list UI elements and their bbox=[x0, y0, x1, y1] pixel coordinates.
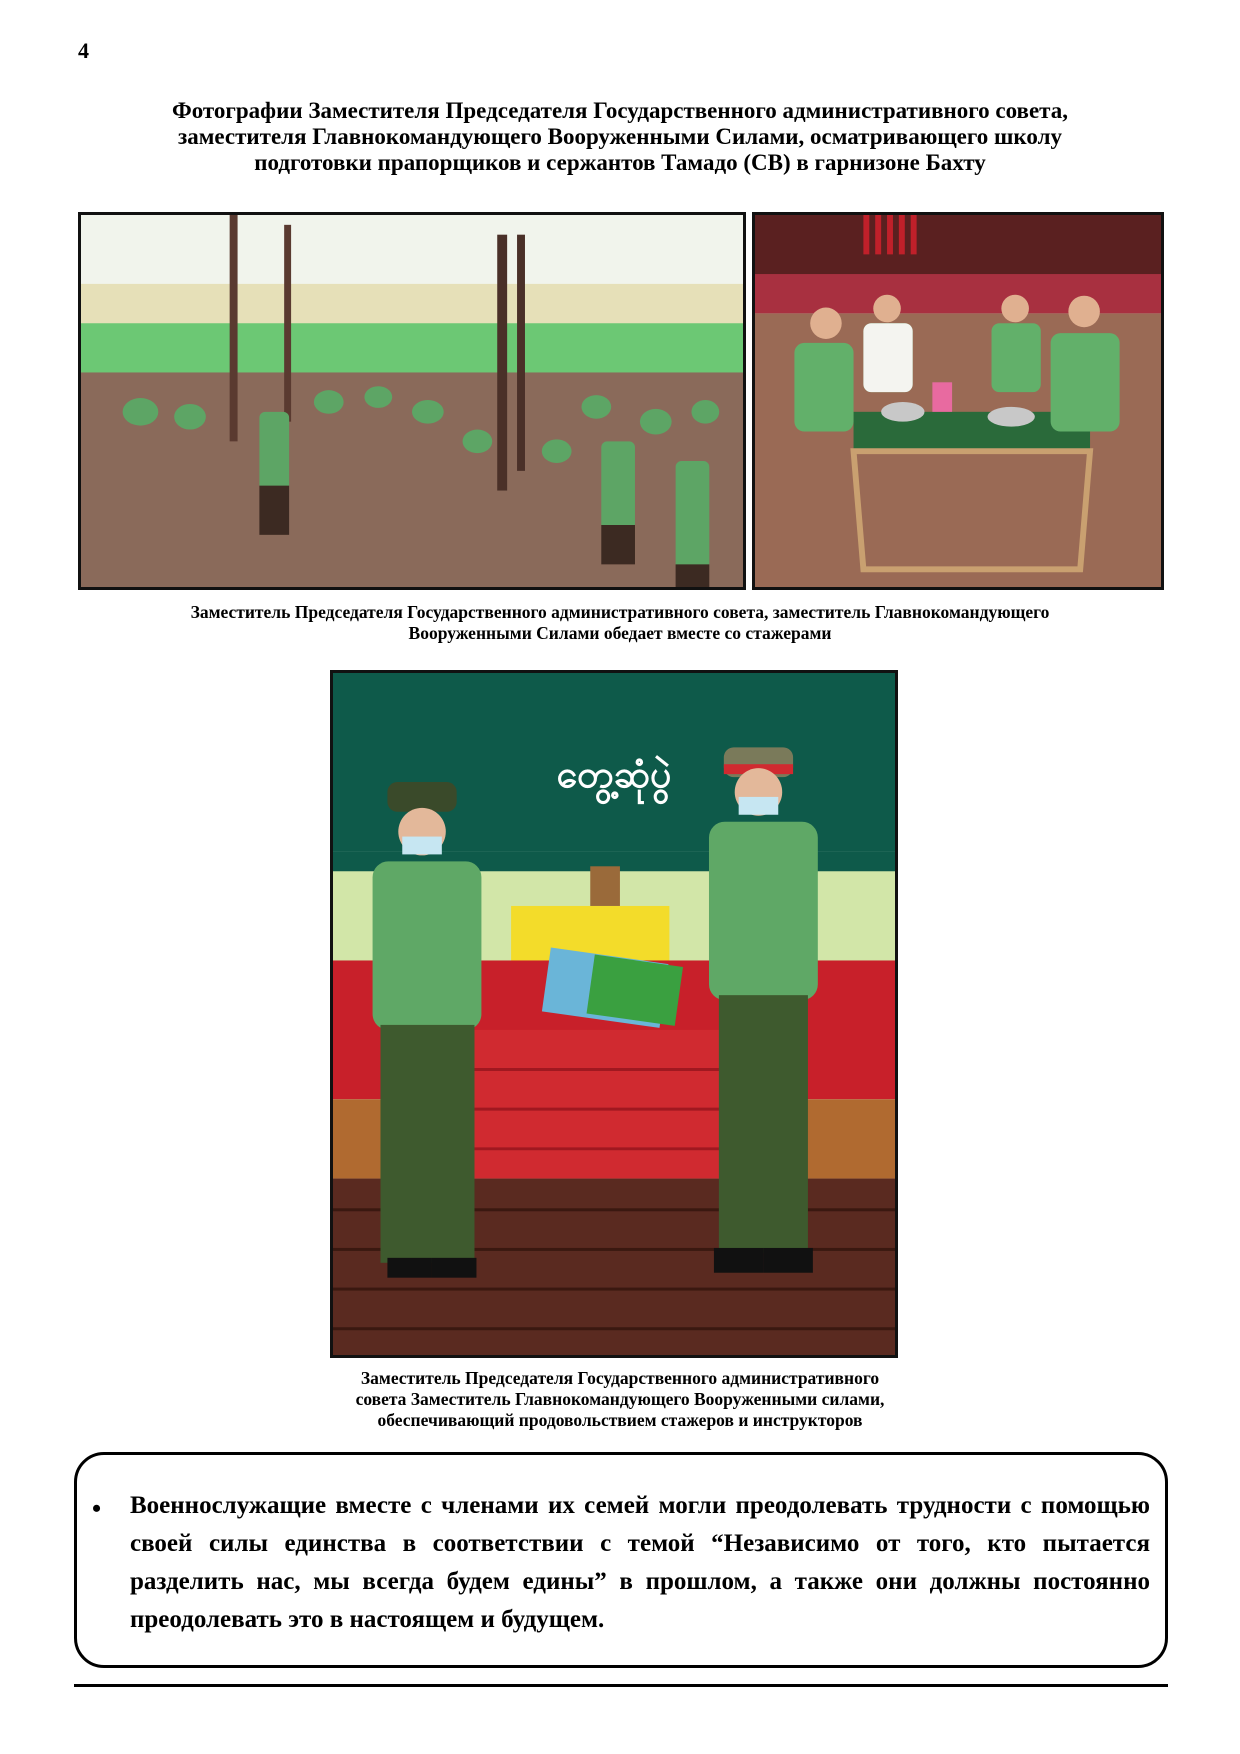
page-number: 4 bbox=[78, 38, 89, 63]
title-line-2: заместителя Главнокомандующего Вооруженными Силами, осматривающего школу bbox=[178, 124, 1062, 149]
page-title bbox=[80, 98, 1160, 176]
photo-food-handover bbox=[330, 670, 898, 1358]
caption-handover-line-3: обеспечивающий продовольствием стажеров и инструкторов bbox=[377, 1410, 863, 1430]
bottom-rule bbox=[74, 1684, 1168, 1687]
caption-handover bbox=[250, 1368, 990, 1431]
photo-lunch-table bbox=[752, 212, 1164, 590]
caption-lunch-line-1: Заместитель Председателя Государственного административного совета, заместитель Главнокомандующего bbox=[190, 602, 1050, 622]
photo-dining-hall bbox=[78, 212, 746, 590]
caption-lunch-line-2: Вооруженными Силами обедает вместе со стажерами bbox=[408, 623, 832, 643]
title-line-1: Фотографии Заместителя Председателя Государственного административного совета, bbox=[171, 98, 1068, 123]
bullet-marker: • bbox=[92, 1494, 102, 1523]
note-text: Военнослужащие вместе с членами их семей могли преодолевать трудности с помощью своей силы единства в соответствии с темой “Независимо от того, кто пытается разделить нас, мы всегда будем едины” в прошлом, а также они должны постоянно преодолевать это в настоящем и будущем. bbox=[130, 1492, 1150, 1633]
caption-handover-line-1: Заместитель Председателя Государственного административного bbox=[360, 1368, 880, 1388]
caption-handover-line-2: совета Заместитель Главнокомандующего Вооруженными силами, bbox=[355, 1389, 885, 1409]
caption-lunch bbox=[90, 602, 1150, 644]
banner-text: တွေ့ဆုံပွဲ bbox=[556, 751, 672, 797]
title-line-3: подготовки прапорщиков и сержантов Тамадо (СВ) в гарнизоне Бахту bbox=[254, 150, 986, 175]
